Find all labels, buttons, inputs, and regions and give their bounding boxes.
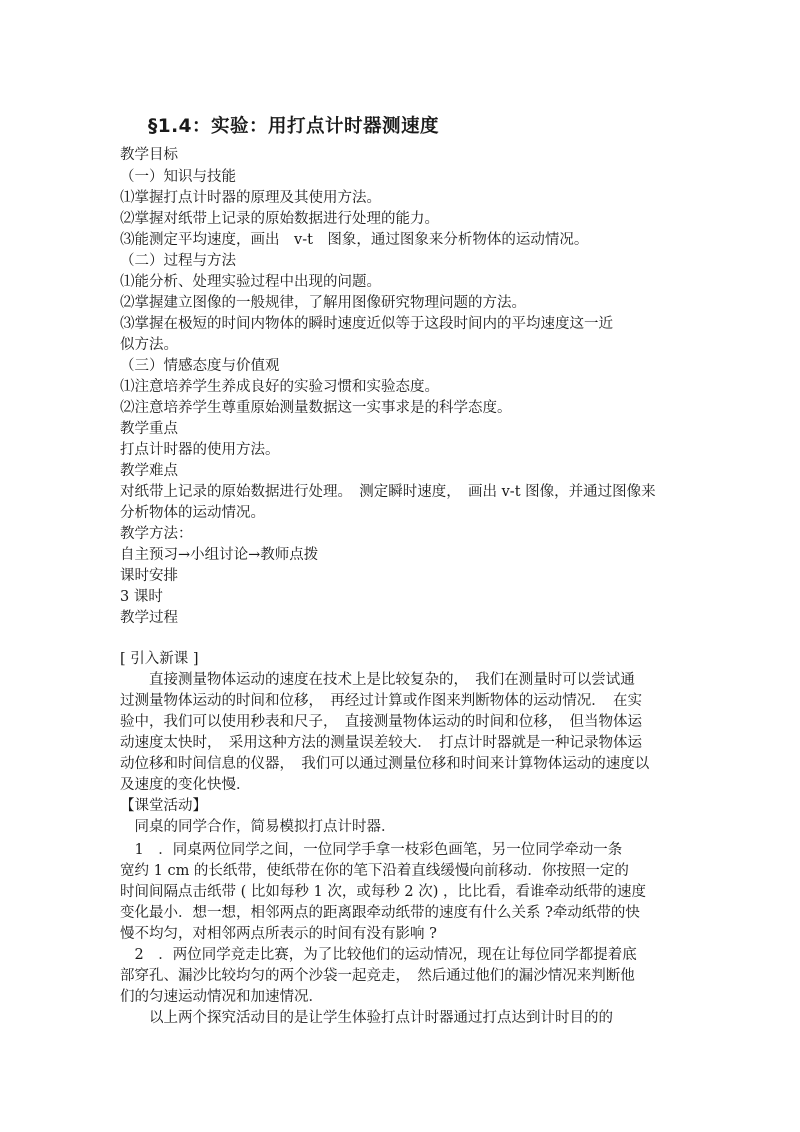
goal-item: ⑴注意培养学生养成良好的实验习惯和实验态度。 (120, 379, 439, 395)
paragraph-line: 时间间隔点击纸带 ( 比如每秒 1 次，或每秒 2 次) ，比比看，看谁牵动纸带的速度 (120, 884, 647, 900)
paragraph-line: 验中，我们可以使用秒表和尺子， 直接测量物体运动的时间和位移， 但当物体运 (120, 714, 642, 730)
goal-item: ⑵掌握对纸带上记录的原始数据进行处理的能力。 (120, 211, 439, 227)
paragraph-line: 3 课时 (120, 589, 163, 605)
goal-item: ⑴掌握打点计时器的原理及其使用方法。 (120, 190, 381, 206)
paragraph-line: 动位移和时间信息的仪器， 我们可以通过测量位移和时间来计算物体运动的速度以 (120, 756, 650, 772)
paragraph-line: 对纸带上记录的原始数据进行处理。 测定瞬时速度， 画出 v-t 图像，并通过图像来 (120, 484, 656, 500)
goal-item: ⑶能测定平均速度，画出 v-t 图象，通过图象来分析物体的运动情况。 (120, 232, 589, 248)
goal-item: ⑵掌握建立图像的一般规律，了解用图像研究物理问题的方法。 (120, 295, 526, 311)
paragraph-line: 们的匀速运动情况和加速情况． (120, 989, 323, 1005)
paragraph-line: 分析物体的运动情况。 (120, 505, 265, 521)
paragraph-line: 动速度太快时， 采用这种方法的测量误差较大． 打点计时器就是一种记录物体运 (120, 735, 642, 751)
goal-item: ⑴能分析、处理实验过程中出现的问题。 (120, 274, 381, 290)
heading-schedule: 课时安排 (120, 568, 178, 584)
paragraph-line: 2 ．两位同学竞走比赛，为了比较他们的运动情况，现在让每位同学都提着底 (120, 947, 637, 963)
paragraph-line: 部穿孔、漏沙比较均匀的两个沙袋一起竞走， 然后通过他们的漏沙情况来判断他 (120, 968, 635, 984)
section-label-class-activity: 【课堂活动】 (120, 798, 207, 814)
heading-teaching-process: 教学过程 (120, 610, 178, 626)
goal-item: ⑵注意培养学生尊重原始测量数据这一实事求是的科学态度。 (120, 400, 512, 416)
paragraph-line: 1 ．同桌两位同学之间，一位同学手拿一枝彩色画笔，另一位同学牵动一条 (120, 842, 623, 858)
heading-teaching-method: 教学方法： (120, 526, 193, 542)
paragraph-line: 自主预习→小组讨论→教师点拨 (120, 547, 319, 563)
paragraph-line: 直接测量物体运动的速度在技术上是比较复杂的， 我们在测量时可以尝试通 (120, 672, 635, 688)
section-label-intro: [ 引入新课 ] (120, 651, 199, 667)
paragraph-line: 变化最小．想一想，相邻两点的距离跟牵动纸带的速度有什么关系 ?牵动纸带的快 (120, 905, 640, 921)
paragraph-line: 打点计时器的使用方法。 (120, 442, 280, 458)
paragraph-line: 及速度的变化快慢． (120, 777, 251, 793)
subheading-knowledge-skills: （一）知识与技能 (120, 169, 236, 185)
goal-item: ⑶掌握在极短的时间内物体的瞬时速度近似等于这段时间内的平均速度这一近 (120, 316, 613, 332)
subheading-attitude-values: （三）情感态度与价值观 (120, 358, 280, 374)
paragraph-line: 宽约 1 cm 的长纸带，使纸带在你的笔下沿着直线缓慢向前移动．你按照一定的 (120, 863, 629, 879)
heading-difficulties: 教学难点 (120, 463, 178, 479)
document-title: §1.4：实验：用打点计时器测速度 (148, 116, 440, 137)
paragraph-line: 同桌的同学合作，简易模拟打点计时器． (120, 819, 396, 835)
heading-teaching-goals: 教学目标 (120, 147, 178, 163)
goal-item-continued: 似方法。 (120, 337, 178, 353)
heading-key-points: 教学重点 (120, 421, 178, 437)
paragraph-line: 以上两个探究活动目的是让学生体验打点计时器通过打点达到计时目的的 (120, 1010, 613, 1026)
paragraph-line: 慢不均匀，对相邻两点所表示的时间有没有影响 ? (120, 926, 437, 942)
paragraph-line: 过测量物体运动的时间和位移， 再经过计算或作图来判断物体的运动情况． 在实 (120, 693, 642, 709)
subheading-process-method: （二）过程与方法 (120, 253, 236, 269)
